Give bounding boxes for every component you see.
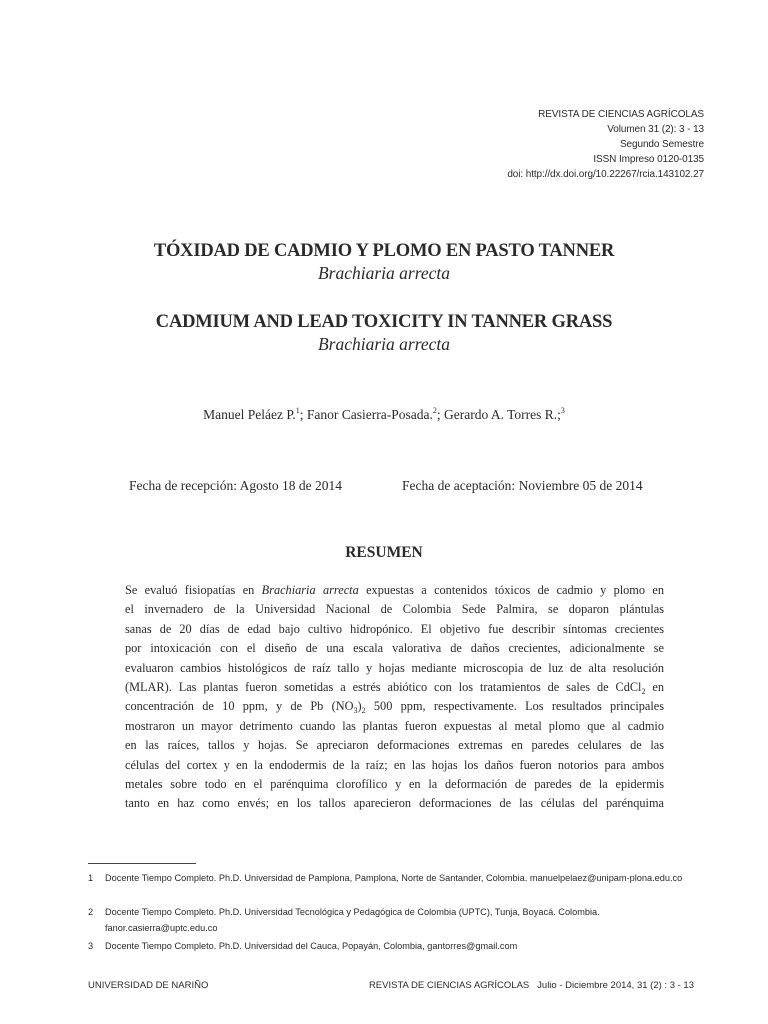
footnote-3 — [88, 938, 704, 954]
date-received: Fecha de recepción: Agosto 18 de 2014 — [129, 478, 342, 493]
footnote-text: Docente Tiempo Completo. Ph.D. Universidad de Pamplona, Pamplona, Norte de Santander, Colombia. manuelpelaez@unipam-plona.edu.co — [105, 873, 683, 883]
abstract-line: tanto en haz como envés; en los tallos aparecieron deformaciones de las células del parénquima — [125, 796, 664, 811]
author-3: Gerardo A. Torres R.; — [443, 407, 561, 422]
title-spanish-main: TÓXIDAD DE CADMIO Y PLOMO EN PASTO TANNER — [153, 241, 615, 261]
abstract-line: concentración de 10 ppm, y de Pb $(NO_3)_2$ 500 ppm, respectivamente. Los resultados principales — [125, 699, 664, 716]
abstract-line: (MLAR). Las plantas fueron sometidas a estrés abiótico con los tratamientos de sales de CdCl$_2$ en — [125, 679, 664, 696]
abstract-heading: RESUMEN — [345, 544, 423, 561]
journal-issn: ISSN Impreso 0120-0135 — [593, 154, 704, 165]
author-1: Manuel Peláez P. — [203, 407, 296, 422]
author-2: Fanor Casierra-Posada. — [306, 407, 433, 422]
author-3-affiliation: 3 — [560, 406, 565, 415]
abstract-line: evaluaron cambios histológicos de raíz tallo y hojas mediante microscopia de luz de alta resolución — [125, 660, 664, 675]
title-spanish-species: Brachiaria arrecta — [317, 263, 451, 283]
abstract-body — [125, 581, 664, 814]
journal-name: REVISTA DE CIENCIAS AGRÍCOLAS — [538, 109, 704, 120]
footnote-number: 2 — [88, 907, 94, 917]
author-2-affiliation: 2 — [432, 406, 437, 415]
footnote-number: 1 — [88, 873, 94, 883]
footnote-number: 3 — [88, 941, 94, 951]
abstract-line: mostraron un mayor detrimento cuando las plantas fueron expuestas al metal plomo que al cadmio — [125, 718, 664, 733]
abstract-line: en las raíces, tallos y hojas. Se apreciaron deformaciones extremas en paredes celulares de las — [125, 738, 664, 753]
journal-volume: Volumen 31 (2): 3 - 13 — [607, 124, 704, 135]
title-english — [0, 311, 768, 355]
author-separator: ; — [299, 407, 307, 422]
footer-left: UNIVERSIDAD DE NARIÑO — [88, 980, 209, 991]
title-english-main: CADMIUM AND LEAD TOXICITY IN TANNER GRASS — [155, 312, 613, 332]
footer-right: REVISTA DE CIENCIAS AGRÍCOLAS Julio - Diciembre 2014, 31 (2) : 3 - 13 — [368, 980, 694, 991]
footnote-1 — [88, 870, 704, 886]
abstract-line: el invernadero de la Universidad Nacional de Colombia Sede Palmira, se doparon plántulas — [125, 602, 664, 617]
abstract-line: células del cortex y en la endodermis de la raíz; en las hojas los daños fueron notorios para ambos — [125, 757, 664, 772]
author-list — [0, 406, 768, 424]
abstract-line: por intoxicación con el diseño de una escala valorativa de daños crecientes, adicionalmente se — [125, 641, 664, 656]
author-1-affiliation: 1 — [295, 406, 300, 415]
footnote-text: Docente Tiempo Completo. Ph.D. Universidad Tecnológica y Pedagógica de Colombia (UPTC), Tunja, Boyacá. Colombia. fanor.casierra@uptc.edu.co — [105, 907, 600, 933]
title-spanish — [0, 240, 768, 284]
author-separator: ; — [436, 407, 444, 422]
abstract-line: sanas de 20 días de edad bajo cultivo hidropónico. El objetivo fue describir síntomas crecientes — [125, 621, 664, 636]
journal-semester: Segundo Semestre — [619, 139, 704, 150]
date-accepted: Fecha de aceptación: Noviembre 05 de 2014 — [402, 478, 643, 493]
species-name: Brachiaria arrecta — [261, 583, 359, 597]
footnote-2 — [88, 904, 704, 936]
abstract-line: metales sobre todo en el parénquima clorofílico y en la deformación de paredes de la epidermis — [125, 776, 664, 791]
abstract-line: Se evaluó fisiopatías en Brachiaria arrecta expuestas a contenidos tóxicos de cadmio y plomo en — [125, 583, 664, 597]
journal-info — [384, 107, 704, 182]
journal-doi: doi: http://dx.doi.org/10.22267/rcia.143102.27 — [507, 169, 704, 180]
footnote-divider — [88, 863, 196, 864]
title-english-species: Brachiaria arrecta — [317, 334, 451, 354]
footnote-text: Docente Tiempo Completo. Ph.D. Universidad del Cauca, Popayán, Colombia, gantorres@gmail.com — [105, 941, 518, 951]
